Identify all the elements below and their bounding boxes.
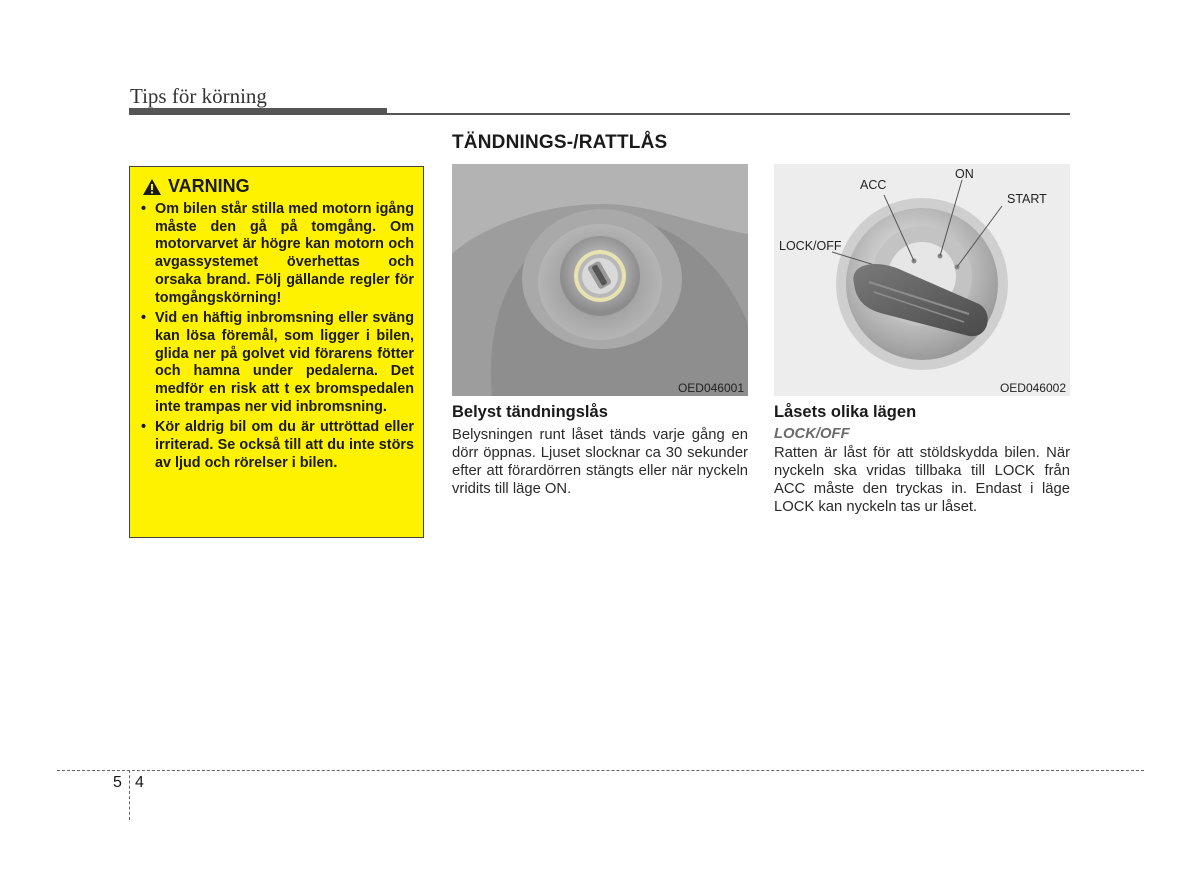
label-acc: ACC (860, 178, 887, 192)
footer-dashed-divider (129, 770, 130, 820)
ignition-illustration (452, 164, 748, 396)
warning-item: • Vid en häftig inbromsning eller sväng kan lösa föremål, som ligger i bilen, glida ner på golvet vid förarens fötter och hamna under pedalerna. Det medför en risk att t ex bromspedalen inte trampas ner vid inbromsning. (141, 310, 414, 415)
figure-code: OED046001 (677, 381, 744, 395)
header-rule-thick (129, 108, 387, 115)
column-illuminated-ignition (452, 403, 748, 498)
warning-list (140, 201, 414, 473)
label-on: ON (955, 167, 974, 181)
figure-lock-positions (774, 164, 1070, 396)
column-heading: Låsets olika lägen (774, 403, 917, 421)
column-lock-positions (774, 403, 1070, 516)
page-number: 4 (135, 774, 144, 791)
label-start: START (1007, 192, 1047, 206)
warning-heading (142, 176, 414, 197)
page-chapter-number: 5 (113, 774, 122, 791)
section-title: TÄNDNINGS-/RATTLÅS (452, 132, 668, 153)
warning-item: • Kör aldrig bil om du är uttröttad eller irriterad. Se också till att du inte störs av ljud och rörelser i bilen. (141, 419, 414, 471)
column-subheading: LOCK/OFF (774, 426, 850, 442)
column-paragraph: Ratten är låst för att stöldskydda bilen. När nyckeln ska vridas tillbaka till LOCK från ACC måste den tryckas in. Endast i läge LOCK kan nyckeln tas ur låset. (774, 445, 1070, 515)
warning-item: • Om bilen står stilla med motorn igång måste den gå på tomgång. Om motorvarvet är högre kan motorn och avgassystemet överhettas och orsaka brand. Följ gällande regler för tomgångskörning! (141, 201, 414, 306)
chapter-title: Tips för körning (130, 84, 267, 108)
figure-code: OED046002 (999, 381, 1066, 395)
warning-box (129, 166, 424, 538)
column-paragraph: Belysningen runt låset tänds varje gång en dörr öppnas. Ljuset slocknar ca 30 sekunder efter att förardörren stängts eller när nyckeln vridits till läge ON. (452, 427, 748, 497)
warning-title: VARNING (168, 176, 250, 196)
footer-dashed-rule (57, 770, 1144, 771)
column-heading: Belyst tändningslås (452, 403, 608, 421)
header-rule-thin (387, 113, 1070, 115)
figure-illuminated-ignition (452, 164, 748, 396)
warning-triangle-icon (142, 178, 162, 196)
label-lock-off: LOCK/OFF (779, 239, 842, 253)
